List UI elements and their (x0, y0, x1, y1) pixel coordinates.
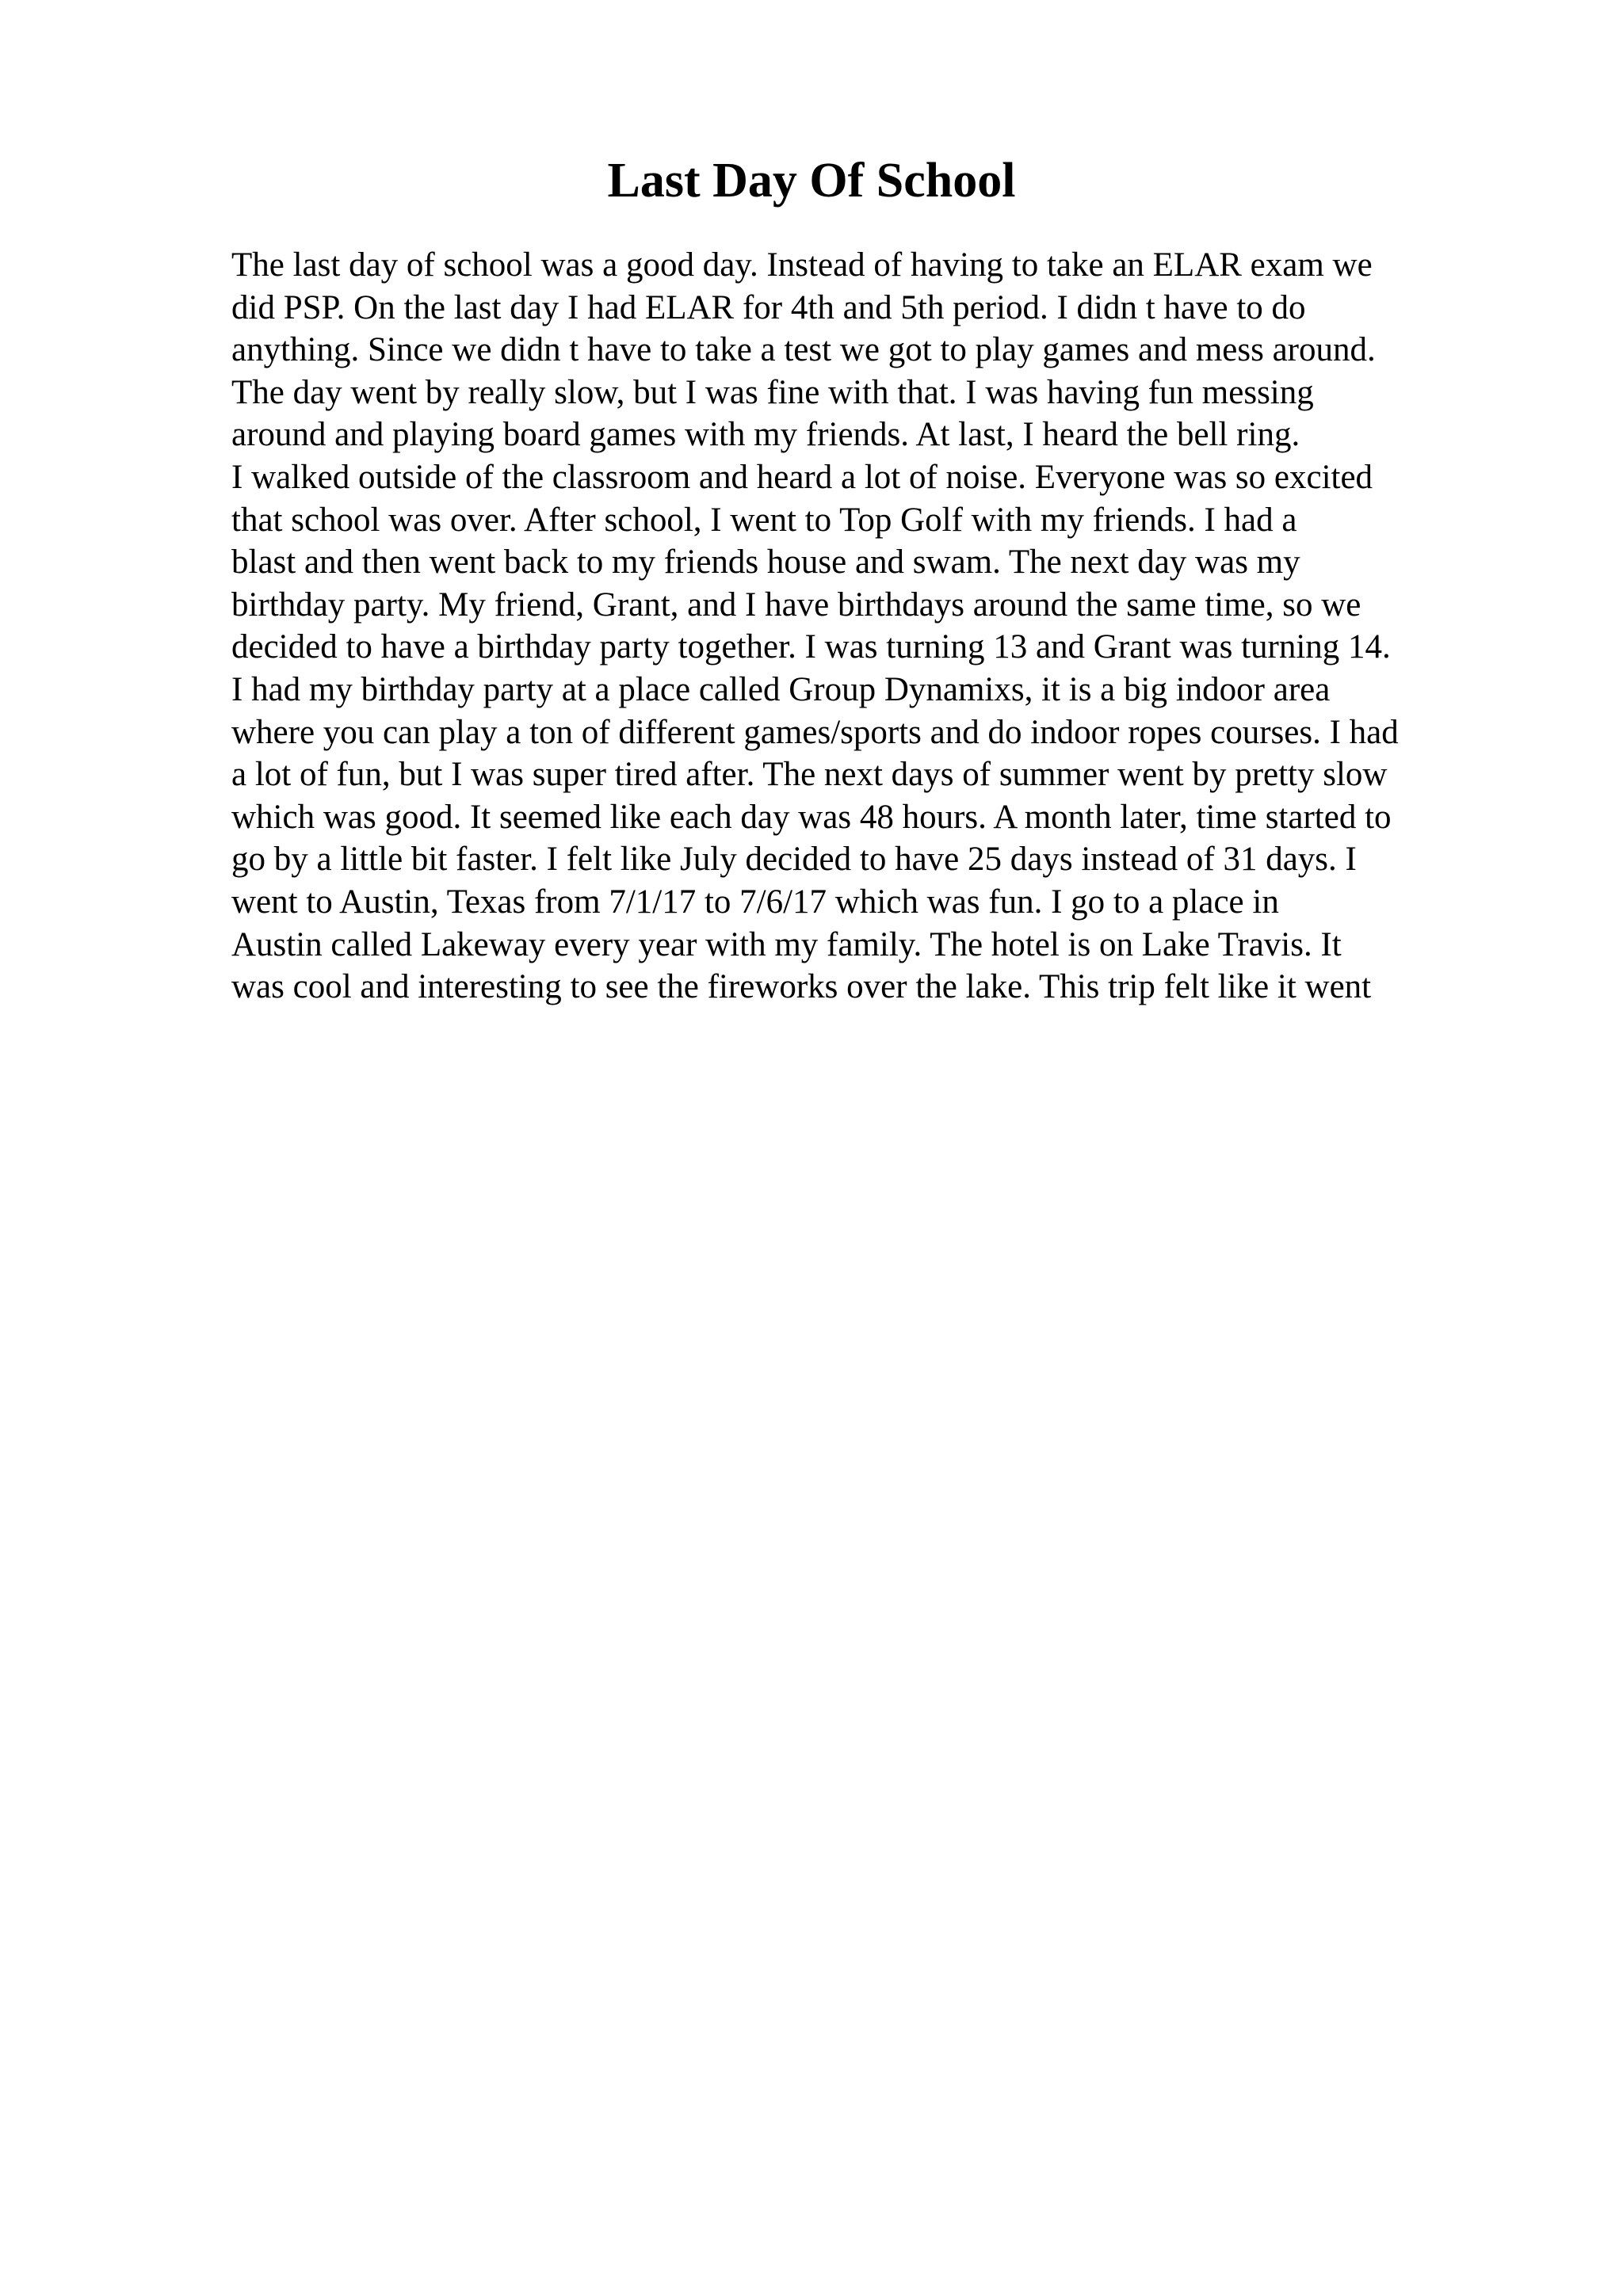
body-line: where you can play a ton of different games/sports and do indoor ropes courses. I had (231, 713, 1399, 751)
body-line: a lot of fun, but I was super tired after. The next days of summer went by pretty slow (231, 756, 1388, 794)
body-line: around and playing board games with my friends. At last, I heard the bell ring. (231, 416, 1300, 454)
document-title: Last Day Of School (607, 154, 1016, 208)
body-line: blast and then went back to my friends house and swam. The next day was my (231, 543, 1300, 582)
body-line: decided to have a birthday party together. I was turning 13 and Grant was turning 14. (231, 628, 1391, 666)
body-line: that school was over. After school, I went to Top Golf with my friends. I had a (231, 501, 1297, 539)
body-line: The last day of school was a good day. Instead of having to take an ELAR exam we (231, 246, 1373, 284)
body-line: went to Austin, Texas from 7/1/17 to 7/6/17 which was fun. I go to a place in (231, 883, 1279, 921)
document-body (231, 244, 1531, 1009)
body-line: I walked outside of the classroom and heard a lot of noise. Everyone was so excited (231, 458, 1373, 496)
body-line: did PSP. On the last day I had ELAR for 4th and 5th period. I didn t have to do (231, 288, 1306, 326)
body-line: The day went by really slow, but I was fine with that. I was having fun messing (231, 373, 1314, 411)
body-line: which was good. It seemed like each day was 48 hours. A month later, time started to (231, 798, 1392, 836)
body-line: go by a little bit faster. I felt like July decided to have 25 days instead of 31 days. I (231, 841, 1357, 879)
body-line: Austin called Lakeway every year with my family. The hotel is on Lake Travis. It (231, 925, 1342, 963)
body-line: birthday party. My friend, Grant, and I have birthdays around the same time, so we (231, 585, 1361, 624)
body-line: I had my birthday party at a place called Group Dynamixs, it is a big indoor area (231, 670, 1331, 708)
body-line: was cool and interesting to see the fireworks over the lake. This trip felt like it went (231, 968, 1372, 1006)
body-line: anything. Since we didn t have to take a test we got to play games and mess around. (231, 331, 1376, 369)
